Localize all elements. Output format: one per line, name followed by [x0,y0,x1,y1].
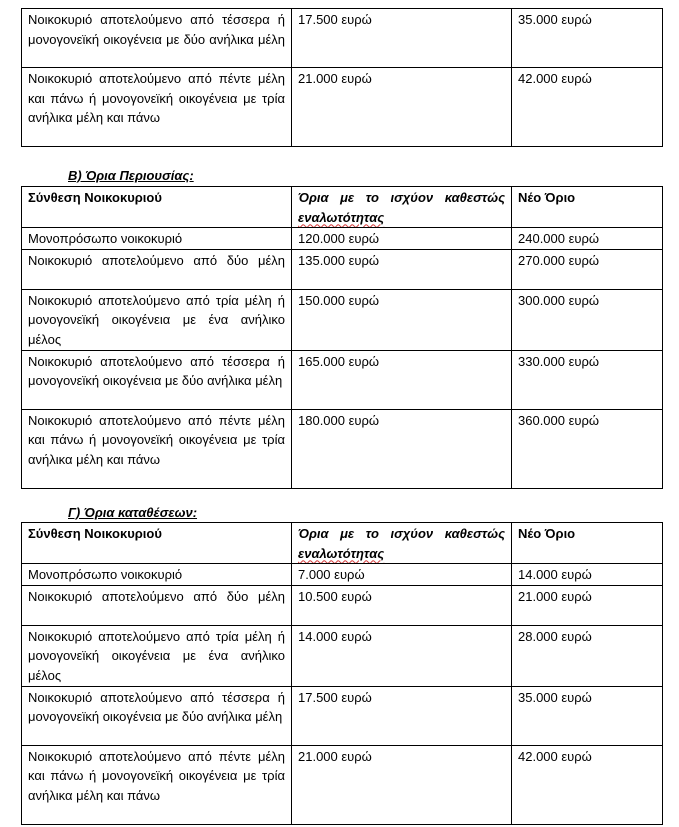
table-row [22,564,663,586]
table-header-row [22,523,663,564]
new-limit-cell: 21.000 ευρώ [512,585,663,625]
household-composition-cell: Μονοπρόσωπο νοικοκυριό [22,564,292,586]
column-header-composition: Σύνθεση Νοικοκυριού [22,523,292,564]
current-limit-cell: 135.000 ευρώ [292,249,512,289]
household-composition-cell: Νοικοκυριό αποτελούμενο από πέντε μέλη και πάνω ή μονογονεϊκή οικογένεια με τρία ανήλικα μέλη και πάνω [22,745,292,824]
new-limit-cell: 14.000 ευρώ [512,564,663,586]
table-row [22,350,663,409]
spellcheck-flagged-word: εναλωτότητας [298,209,385,225]
table-row [22,585,663,625]
column-header-current-limit [292,523,512,564]
section-title-deposit-limits: Γ) Όρια καταθέσεων: [68,505,198,520]
current-limit-cell: 17.500 ευρώ [292,9,512,68]
column-header-current-prefix: Όρια με το ισχύον καθεστώς [298,190,505,205]
spellcheck-flagged-word: εναλωτότητας [298,545,385,561]
column-header-current-limit [292,187,512,228]
table-row [22,289,663,350]
household-composition-cell: Νοικοκυριό αποτελούμενο από πέντε μέλη και πάνω ή μονογονεϊκή οικογένεια με τρία ανήλικα μέλη και πάνω [22,409,292,488]
current-limit-cell: 10.500 ευρώ [292,585,512,625]
table-row [22,409,663,488]
table-row [22,625,663,686]
new-limit-cell: 360.000 ευρώ [512,409,663,488]
current-limit-cell: 150.000 ευρώ [292,289,512,350]
household-composition-cell: Νοικοκυριό αποτελούμενο από πέντε μέλη και πάνω ή μονογονεϊκή οικογένεια με τρία ανήλικα μέλη και πάνω [22,68,292,147]
new-limit-cell: 42.000 ευρώ [512,68,663,147]
household-composition-cell: Νοικοκυριό αποτελούμενο από τρία μέλη ή μονογονεϊκή οικογένεια με ένα ανήλικο μέλος [22,625,292,686]
new-limit-cell: 330.000 ευρώ [512,350,663,409]
current-limit-cell: 21.000 ευρώ [292,68,512,147]
household-composition-cell: Νοικοκυριό αποτελούμενο από τρία μέλη ή μονογονεϊκή οικογένεια με ένα ανήλικο μέλος [22,289,292,350]
current-limit-cell: 17.500 ευρώ [292,686,512,745]
table-row [22,745,663,824]
table-row [22,68,663,147]
new-limit-cell: 300.000 ευρώ [512,289,663,350]
household-composition-cell: Νοικοκυριό αποτελούμενο από δύο μέλη [22,249,292,289]
new-limit-cell: 270.000 ευρώ [512,249,663,289]
property-limits-table [21,186,663,489]
table-row [22,228,663,250]
column-header-new-limit: Νέο Όριο [512,187,663,228]
table-row [22,9,663,68]
household-composition-cell: Νοικοκυριό αποτελούμενο από τέσσερα ή μονογονεϊκή οικογένεια με δύο ανήλικα μέλη [22,9,292,68]
household-composition-cell: Νοικοκυριό αποτελούμενο από τέσσερα ή μονογονεϊκή οικογένεια με δύο ανήλικα μέλη [22,686,292,745]
current-limit-cell: 21.000 ευρώ [292,745,512,824]
table-header-row [22,187,663,228]
new-limit-cell: 35.000 ευρώ [512,686,663,745]
section-title-property-limits: Β) Όρια Περιουσίας: [68,168,194,183]
column-header-composition: Σύνθεση Νοικοκυριού [22,187,292,228]
current-limit-cell: 180.000 ευρώ [292,409,512,488]
current-limit-cell: 120.000 ευρώ [292,228,512,250]
household-composition-cell: Μονοπρόσωπο νοικοκυριό [22,228,292,250]
column-header-current-prefix: Όρια με το ισχύον καθεστώς [298,526,505,541]
current-limit-cell: 165.000 ευρώ [292,350,512,409]
income-limits-table-continuation [21,8,663,147]
new-limit-cell: 240.000 ευρώ [512,228,663,250]
new-limit-cell: 35.000 ευρώ [512,9,663,68]
column-header-new-limit: Νέο Όριο [512,523,663,564]
new-limit-cell: 42.000 ευρώ [512,745,663,824]
new-limit-cell: 28.000 ευρώ [512,625,663,686]
current-limit-cell: 7.000 ευρώ [292,564,512,586]
household-composition-cell: Νοικοκυριό αποτελούμενο από δύο μέλη [22,585,292,625]
table-row [22,686,663,745]
table-row [22,249,663,289]
deposit-limits-table [21,522,663,825]
current-limit-cell: 14.000 ευρώ [292,625,512,686]
household-composition-cell: Νοικοκυριό αποτελούμενο από τέσσερα ή μονογονεϊκή οικογένεια με δύο ανήλικα μέλη [22,350,292,409]
